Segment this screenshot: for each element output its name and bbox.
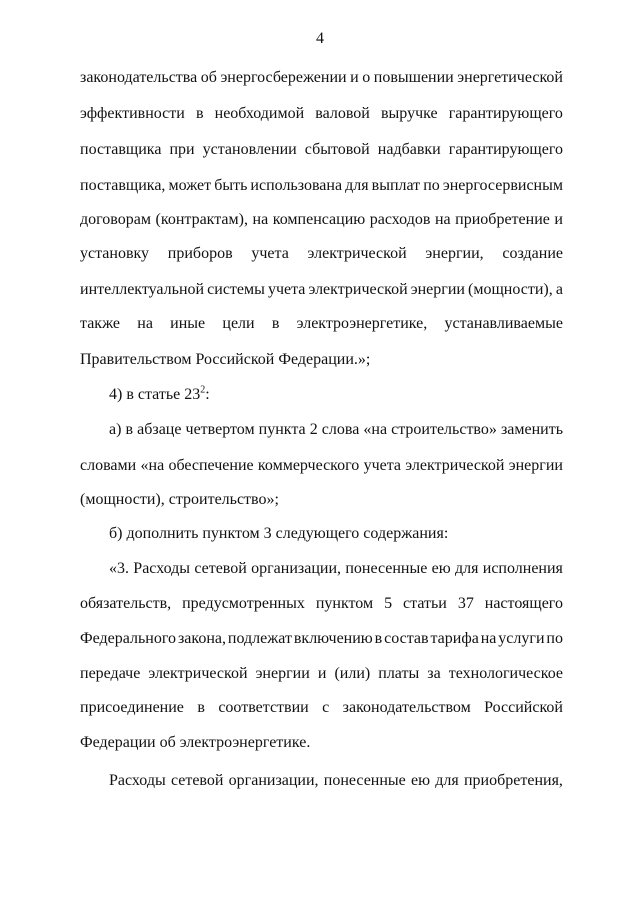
- word: настоящего: [484, 595, 563, 612]
- word: энергии: [410, 281, 465, 298]
- word: и: [317, 665, 327, 682]
- word: 5: [384, 595, 393, 612]
- word: ею: [431, 560, 451, 577]
- word: строительство»: [391, 421, 497, 438]
- word: цели: [222, 315, 255, 332]
- word: в: [374, 630, 383, 647]
- word: электрической: [308, 281, 408, 298]
- text-line-2: [80, 104, 563, 124]
- word: «на: [140, 457, 165, 474]
- word: учета: [267, 281, 306, 298]
- word: ею: [411, 772, 431, 789]
- text-line-12: [80, 456, 563, 476]
- word: пунктом: [315, 595, 374, 612]
- word: создание: [502, 245, 563, 262]
- word: об: [200, 69, 217, 86]
- word: также: [80, 315, 121, 332]
- word: поставщика,: [80, 177, 166, 194]
- word: коммерческого: [257, 457, 360, 474]
- word: в: [197, 699, 205, 716]
- word: законодательства: [80, 69, 198, 86]
- word: по: [423, 177, 440, 194]
- word: приобретение: [455, 211, 550, 228]
- word: понесенные: [345, 560, 428, 577]
- word: устанавливаемые: [444, 315, 563, 332]
- word: сетевой: [170, 772, 224, 789]
- text-line-3: [80, 140, 563, 160]
- word: для: [435, 772, 459, 789]
- word: выручке: [380, 105, 438, 122]
- word: надбавки: [377, 141, 441, 158]
- word: на: [252, 211, 269, 228]
- word: для: [454, 560, 479, 577]
- word: о: [362, 69, 371, 86]
- word: энергии: [508, 457, 563, 474]
- word: на: [434, 211, 451, 228]
- word: исполнения: [482, 560, 563, 577]
- word: при: [169, 141, 195, 158]
- text-line-20: Федерации об электроэнергетике.: [80, 734, 311, 751]
- text-line-19: [80, 698, 563, 718]
- word: энергетической: [457, 69, 563, 86]
- word: за: [427, 665, 441, 682]
- word: гарантирующего: [448, 141, 563, 158]
- word: электрической: [148, 665, 248, 682]
- word: в: [195, 105, 204, 122]
- word: иные: [170, 315, 206, 332]
- word: Расходы: [109, 772, 166, 789]
- word: и: [554, 211, 563, 228]
- word: (мощности),: [468, 281, 553, 298]
- text-line-21: [109, 771, 563, 791]
- word: 37: [457, 595, 474, 612]
- word: обязательств,: [80, 595, 172, 612]
- word: в: [125, 421, 134, 438]
- text-line-9: Правительством Российской Федерации.»;: [80, 351, 371, 368]
- text-line-6: [80, 244, 563, 264]
- word: технологическое: [448, 665, 563, 682]
- word: может: [168, 177, 212, 194]
- word: присоединение: [80, 699, 184, 716]
- word: приобретения,: [463, 772, 563, 789]
- text-line-15: [109, 559, 563, 579]
- word: приборов: [167, 245, 233, 262]
- page-number: 4: [316, 30, 324, 47]
- word: повышении: [373, 69, 454, 86]
- word: соответствии: [218, 699, 309, 716]
- text-line-18: [80, 664, 563, 684]
- word: эффективности: [80, 105, 185, 122]
- word: тарифа: [430, 630, 479, 647]
- word: абзаце: [137, 421, 182, 438]
- word: подлежат: [227, 630, 292, 647]
- word: электрической: [405, 457, 505, 474]
- word: на: [480, 630, 497, 647]
- word: услуги: [498, 630, 545, 647]
- word: расходов: [369, 211, 431, 228]
- word: учета: [363, 457, 402, 474]
- text-line-8: [80, 314, 563, 334]
- word: словами: [80, 457, 137, 474]
- word: платы: [378, 665, 420, 682]
- word: для: [345, 177, 369, 194]
- text-line-13: (мощности), строительство»;: [80, 491, 279, 508]
- word: энергосервисным: [442, 177, 563, 194]
- word: Расходы: [133, 560, 191, 577]
- word: установлении: [202, 141, 297, 158]
- section-heading: [109, 385, 563, 405]
- word: а: [555, 281, 563, 298]
- word: установку: [80, 245, 150, 262]
- word: организации,: [228, 772, 319, 789]
- word: электрической: [307, 245, 407, 262]
- text-line-14: б) дополнить пунктом 3 следующего содержания:: [109, 525, 449, 542]
- word: электроэнергетике,: [296, 315, 428, 332]
- word: использована: [250, 177, 343, 194]
- word: энергии: [255, 665, 310, 682]
- word: четвертом: [185, 421, 255, 438]
- word: поставщика: [80, 141, 162, 158]
- word: на: [137, 315, 153, 332]
- word: статьи: [403, 595, 447, 612]
- word: «3.: [109, 560, 129, 577]
- section-heading-text: 4) в статье 23: [109, 386, 201, 403]
- word: предусмотренных: [182, 595, 305, 612]
- text-line-5: [80, 210, 563, 230]
- word: передаче: [80, 665, 141, 682]
- word: и: [350, 69, 359, 86]
- word: (или): [334, 665, 371, 682]
- word: системы: [207, 281, 265, 298]
- word: Российской: [484, 699, 563, 716]
- word: законодательством: [342, 699, 471, 716]
- word: (контрактам),: [155, 211, 248, 228]
- word: организации,: [251, 560, 342, 577]
- word: учета: [251, 245, 289, 262]
- section-heading-colon: :: [205, 386, 210, 403]
- word: договорам: [80, 211, 151, 228]
- word: по: [546, 630, 563, 647]
- text-line-1: [80, 68, 563, 88]
- word: включению: [293, 630, 373, 647]
- word: валовой: [315, 105, 370, 122]
- word: выплат: [371, 177, 421, 194]
- word: заменить: [500, 421, 563, 438]
- text-line-7: [80, 280, 563, 300]
- word: сбытовой: [304, 141, 370, 158]
- word: необходимой: [214, 105, 305, 122]
- word: «на: [363, 421, 388, 438]
- word: 2: [309, 421, 318, 438]
- word: обеспечение: [168, 457, 254, 474]
- text-line-4: [80, 176, 563, 196]
- word: а): [109, 421, 122, 438]
- word: в: [271, 315, 280, 332]
- word: состав: [384, 630, 429, 647]
- word: интеллектуальной: [80, 281, 205, 298]
- word: закона,: [177, 630, 226, 647]
- word: быть: [214, 177, 248, 194]
- word: пункта: [258, 421, 306, 438]
- text-line-16: [80, 594, 563, 614]
- word: компенсацию: [272, 211, 366, 228]
- text-line-17: [80, 629, 563, 649]
- word: понесенные: [323, 772, 406, 789]
- word: сетевой: [194, 560, 247, 577]
- word: энергии,: [425, 245, 484, 262]
- section-heading-superscript: 2: [200, 384, 206, 396]
- text-line-11: [109, 420, 563, 440]
- word: с: [322, 699, 330, 716]
- word: гарантирующего: [448, 105, 563, 122]
- word: слова: [321, 421, 360, 438]
- word: Федерального: [80, 630, 177, 647]
- word: энергосбережении: [220, 69, 347, 86]
